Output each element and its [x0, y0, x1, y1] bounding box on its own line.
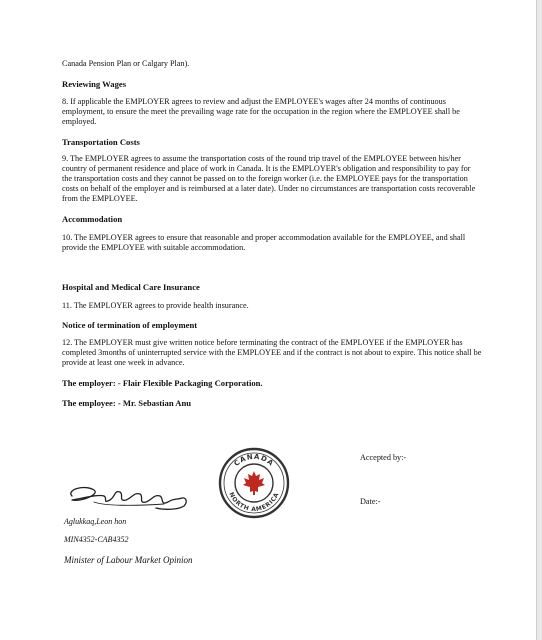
handwritten-signature: [64, 480, 194, 514]
employer-line: The employer: - Flair Flexible Packaging Corporation.: [62, 378, 263, 388]
stamp-text-top: CANADA: [232, 452, 276, 468]
canada-seal-stamp: [218, 447, 290, 519]
heading-accommodation: Accommodation: [62, 214, 123, 224]
heading-termination-notice: Notice of termination of employment: [62, 320, 198, 330]
signatory-id: MIN4352-CAB4352: [64, 535, 129, 544]
clause-8-wages: 8. If applicable the EMPLOYER agrees to review and adjust the EMPLOYEE's wages after 24 months of continuous employment, to ensure the meet the prevailing wage rate for the occupation in the region where the EMPLOYEE shall be employed.: [62, 97, 460, 126]
employee-line: The employee: - Mr. Sebastian Anu: [62, 398, 192, 408]
maple-leaf-icon: [243, 471, 265, 495]
clause-12-termination: 12. The EMPLOYER must give written notice before terminating the contract of the EMPLOYEE if the EMPLOYER has completed 3months of uninterrupted service with the EMPLOYEE and if the contract is not about to expire. This notice shall be provide at least one week in advance.: [62, 338, 482, 367]
clause-10-accommodation: 10. The EMPLOYER agrees to ensure that reasonable and proper accommodation available for the EMPLOYEE, and shall provide the EMPLOYEE with suitable accommodation.: [62, 233, 466, 252]
svg-text:CANADA: [233, 453, 276, 468]
clause-11-health: 11. The EMPLOYER agrees to provide health insurance.: [62, 301, 249, 310]
signatory-title: Minister of Labour Market Opinion: [64, 555, 193, 565]
signatory-name: Aglukkaq,Leon hon: [64, 517, 127, 526]
accepted-by-label: Accepted by:-: [360, 453, 407, 462]
heading-reviewing-wages: Reviewing Wages: [62, 79, 127, 89]
stamp-text-bottom: NORTH AMERICA: [227, 491, 281, 514]
clause-9-transportation: 9. The EMPLOYER agrees to assume the transportation costs of the round trip travel of the EMPLOYEE between his/her country of permanent residence and place of work in Canada. It is the EMPLOYER's obligation and responsibility to pay for the transportation costs and they cannot be passed on to the foreign worker (i.e. the EMPLOYEE pays for the transportation costs on behalf of the employer and is reimbursed at a later date). Under no circumstances are transportation costs recoverable from the EMPLOYEE.: [62, 154, 476, 203]
heading-transportation-costs: Transportation Costs: [62, 137, 140, 147]
heading-hospital-medical: Hospital and Medical Care Insurance: [62, 282, 200, 292]
date-label: Date:-: [360, 497, 381, 506]
intro-line: Canada Pension Plan or Calgary Plan).: [62, 59, 190, 68]
